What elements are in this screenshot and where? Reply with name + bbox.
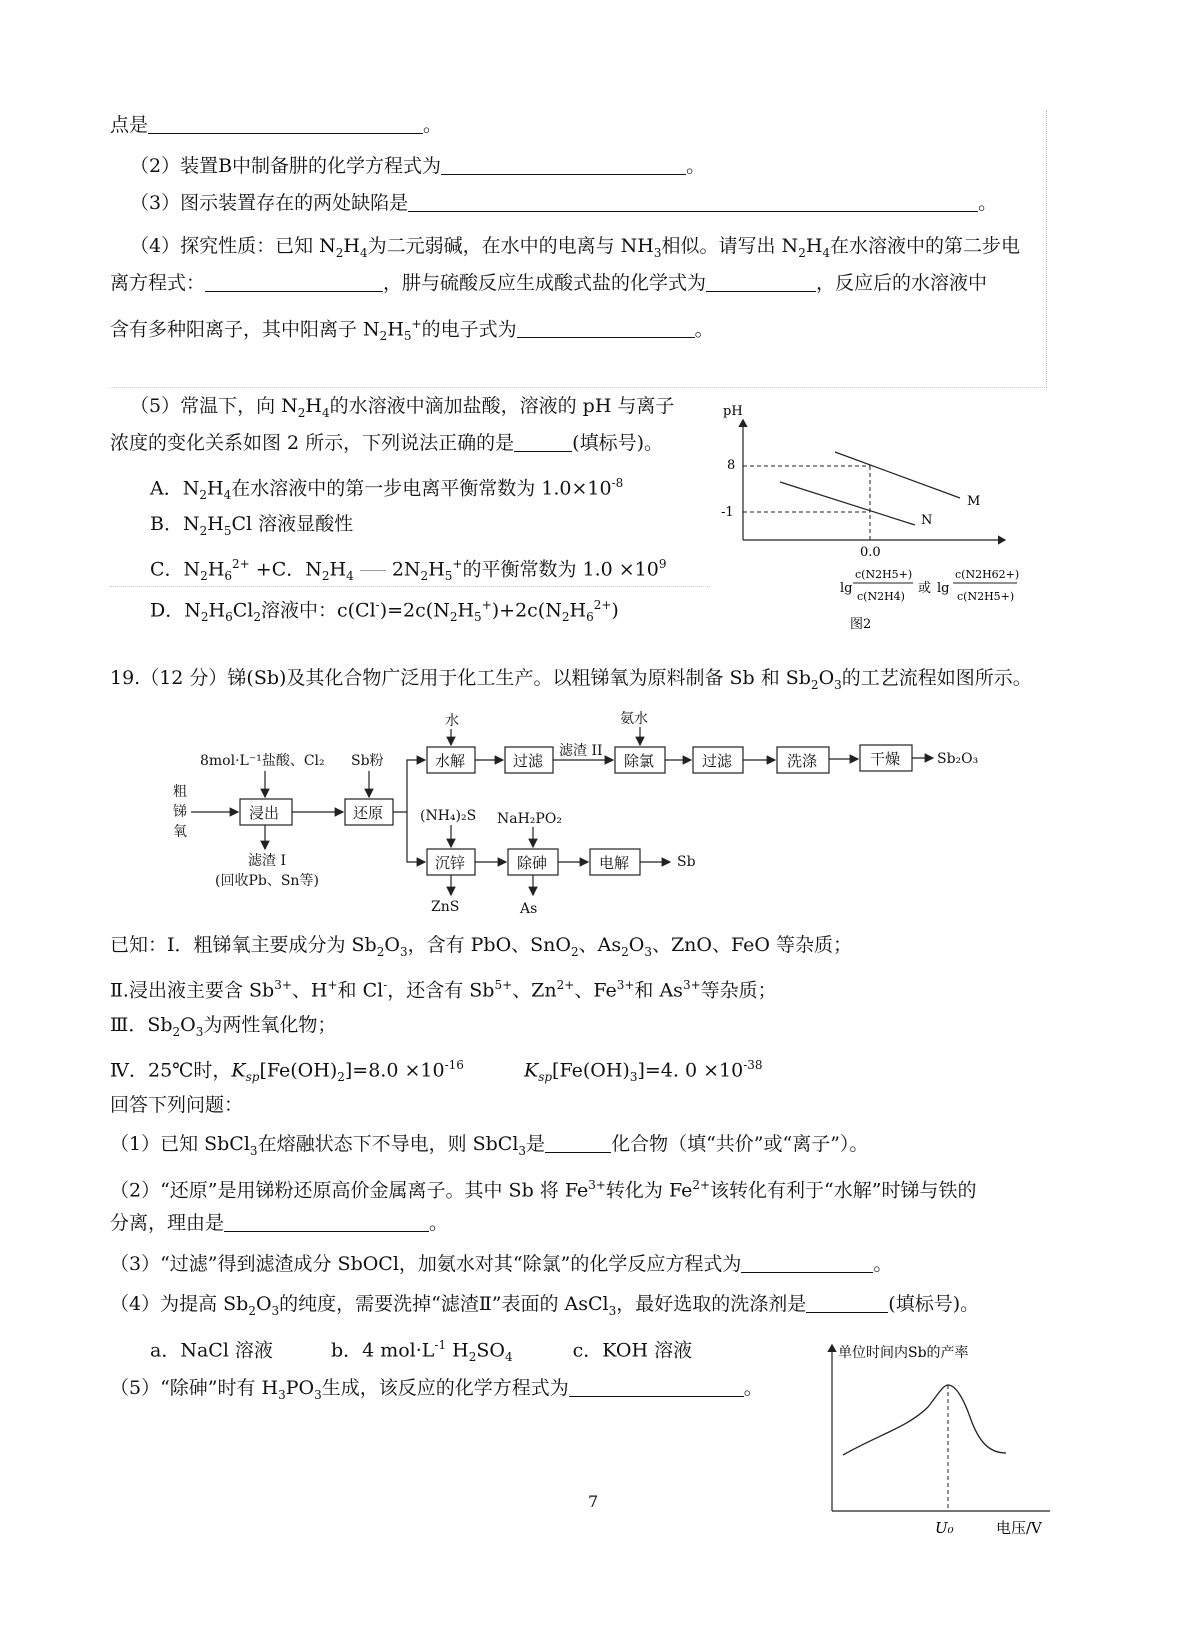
raw-material-label: 锑 bbox=[173, 804, 187, 820]
tick-label-8: 8 bbox=[727, 458, 736, 473]
answer-intro: 回答下列问题： bbox=[110, 1094, 244, 1116]
q18-part-4-line1: （4）探究性质：已知 $N_2H_4$为二元弱碱，在水中的电离与 $NH_3$相似。请写出 $N_2H_4$在水溶液中的第二步电 bbox=[130, 235, 1021, 260]
raw-material-label: 粗 bbox=[173, 784, 187, 800]
q18-part-5-line1: （5）常温下，向 $N_2H_4$的水溶液中滴加盐酸，溶液的 pH 与离子 bbox=[130, 395, 675, 420]
q18-part-5-line2: 浓度的变化关系如图 2 所示，下列说法正确的是 (填标号)。 bbox=[110, 432, 663, 454]
reagent-sb-powder: Sb粉 bbox=[351, 753, 384, 769]
tick-label-neg1: -1 bbox=[721, 505, 734, 520]
step-filter-2: 过滤 bbox=[702, 752, 733, 770]
figure-2 bbox=[715, 400, 1040, 645]
q19-sub-3: （3）“过滤”得到滤渣成分 SbOCl，加氨水对其“除氯”的化学反应方程式为 。 bbox=[110, 1253, 893, 1275]
q18-part-3: （3）图示装置存在的两处缺陷是 。 bbox=[130, 192, 998, 214]
product-sb: Sb bbox=[677, 854, 696, 870]
equilibrium-arrow-icon bbox=[360, 570, 386, 571]
tick-label-u0: U₀ bbox=[935, 1519, 954, 1537]
q18-part-2: （2）装置B中制备肼的化学方程式为 。 bbox=[130, 155, 706, 177]
axis-label-yield: 单位时间内Sb的产率 bbox=[838, 1345, 969, 1361]
figure-yield-voltage bbox=[818, 1335, 1078, 1550]
figure-caption: 图2 bbox=[850, 617, 872, 632]
q18-option-a: A．$N_2H_4$在水溶液中的第一步电离平衡常数为 $1.0\times 10^{-8}$ bbox=[150, 476, 624, 503]
step-leach: 浸出 bbox=[249, 804, 280, 822]
yield-curve bbox=[843, 1385, 1006, 1455]
frac1-denominator: c(N2H4) bbox=[857, 590, 905, 603]
dotted-guide bbox=[1046, 110, 1047, 388]
label-residue-2: 滤渣 II bbox=[559, 743, 603, 759]
reagent-ammonia: 氨水 bbox=[620, 711, 648, 727]
label-residue-1: 滤渣 I bbox=[248, 853, 286, 869]
label-residue-1-note: (回收Pb、Sn等) bbox=[215, 873, 319, 889]
step-reduce: 还原 bbox=[353, 804, 384, 822]
product-zns: ZnS bbox=[431, 899, 460, 915]
tick-label-zero: 0.0 bbox=[860, 545, 881, 560]
step-hydrolysis: 水解 bbox=[435, 752, 466, 770]
q18-option-d: D．$N_2H_6Cl_2$溶液中：$c(Cl^-)=2c(N_2H_5^+)+2c(N_2H_6^{2+})$ bbox=[150, 598, 619, 625]
q19-sub-4: （4）为提高 $Sb_2O_3$的纯度，需要洗掉“滤渣Ⅱ”表面的 AsCl$_3$，最好选取的洗涤剂是 (填标号)。 bbox=[110, 1293, 980, 1318]
curve-label-n: N bbox=[921, 513, 933, 528]
q18-option-c: C．$N_2H_6^{2+} +C$．$N_2H_4$ $2N_2H_5^+$的平衡常数为 $1.0 \times 10^9$ bbox=[150, 557, 667, 584]
product-sb2o3: Sb₂O₃ bbox=[937, 751, 979, 767]
q19-sub-2-line1: （2）“还原”是用锑粉还原高价金属离子。其中 Sb 将 $Fe^{3+}$转化为 $Fe^{2+}$该转化有利于“水解”时锑与铁的 bbox=[110, 1178, 977, 1202]
known-ii: Ⅱ.浸出液主要含 $Sb^{3+}$、H+和 Cl-，还含有 $Sb^{5+}$、$Zn^{2+}$、$Fe^{3+}$和 $As^{3+}$等杂质； bbox=[110, 978, 777, 1002]
lg-label: lg bbox=[937, 581, 950, 596]
raw-material-label: 氧 bbox=[173, 824, 187, 840]
frac2-numerator: c(N2H62+) bbox=[955, 568, 1020, 581]
lg-label: lg bbox=[840, 581, 853, 596]
step-dechlorination: 除氯 bbox=[624, 752, 655, 770]
curve-m bbox=[835, 452, 960, 498]
step-dearsenic: 除砷 bbox=[517, 854, 548, 872]
reagent-water: 水 bbox=[445, 713, 459, 729]
q18-part-4-line3: 含有多种阳离子，其中阳离子 $N_2H_5^+$的电子式为 。 bbox=[110, 317, 714, 344]
reagent-hcl-cl2: 8mol·L⁻¹盐酸、Cl₂ bbox=[200, 753, 325, 769]
frac2-denominator: c(N2H5+) bbox=[957, 590, 1015, 603]
step-zinc-precipitation: 沉锌 bbox=[435, 854, 466, 872]
page-number: 7 bbox=[588, 1492, 599, 1511]
q19-sub-4-options: a．NaCl 溶液 b．4 $mol\cdot L^{-1}$ $H_2SO_4$ c．KOH 溶液 bbox=[150, 1338, 693, 1365]
q19-sub-5: （5）“除砷”时有 $H_3PO_3$生成，该反应的化学方程式为 。 bbox=[110, 1377, 763, 1402]
step-dry: 干燥 bbox=[870, 750, 901, 768]
frac1-numerator: c(N2H5+) bbox=[855, 568, 913, 581]
known-iii: Ⅲ．$Sb_2O_3$为两性氧化物； bbox=[110, 1014, 337, 1039]
product-as: As bbox=[520, 901, 538, 917]
or-label: 或 bbox=[918, 581, 932, 596]
known-i: 已知：Ⅰ．粗锑氧主要成分为 $Sb_2O_3$，含有 PbO、SnO$_2$、$As_2O_3$、ZnO、FeO 等杂质； bbox=[110, 934, 853, 959]
dotted-guide bbox=[110, 387, 1045, 388]
reagent-nah2po2: NaH₂PO₂ bbox=[497, 811, 562, 827]
q19-sub-1: （1）已知 SbCl$_3$在熔融状态下不导电，则 SbCl$_3$是 化合物（填“共价”或“离子”）。 bbox=[110, 1133, 869, 1158]
curve-n bbox=[780, 482, 915, 525]
q19-title: 19.（12 分）锑(Sb)及其化合物广泛用于化工生产。以粗锑氧为原料制备 Sb 和 $Sb_2O_3$的工艺流程如图所示。 bbox=[110, 667, 1032, 692]
step-electrolysis: 电解 bbox=[599, 854, 630, 872]
q19-sub-2-line2: 分离，理由是 。 bbox=[110, 1212, 449, 1234]
known-iv: Ⅳ．25℃时，$K_{sp}[Fe(OH)_2]=8.0 \times 10^{-16}$ $K_{sp}[Fe(OH)_3]=4$. $0 \times 10^{-38}$ bbox=[110, 1058, 763, 1085]
axis-label-ph: pH bbox=[723, 404, 743, 419]
step-filter-1: 过滤 bbox=[513, 752, 544, 770]
reagent-nh4-2s: (NH₄)₂S bbox=[420, 808, 477, 824]
q18-option-b: B．$N_2H_5Cl$ 溶液显酸性 bbox=[150, 513, 354, 538]
process-flowchart bbox=[165, 703, 1025, 923]
step-wash: 洗涤 bbox=[787, 752, 818, 770]
axis-label-voltage: 电压/V bbox=[996, 1519, 1042, 1537]
q18-line-0: 点是 。 bbox=[110, 114, 443, 136]
curve-label-m: M bbox=[967, 494, 981, 509]
q18-part-4-line2: 离方程式： ，肼与硫酸反应生成酸式盐的化学式为 ，反应后的水溶液中 bbox=[110, 272, 988, 294]
